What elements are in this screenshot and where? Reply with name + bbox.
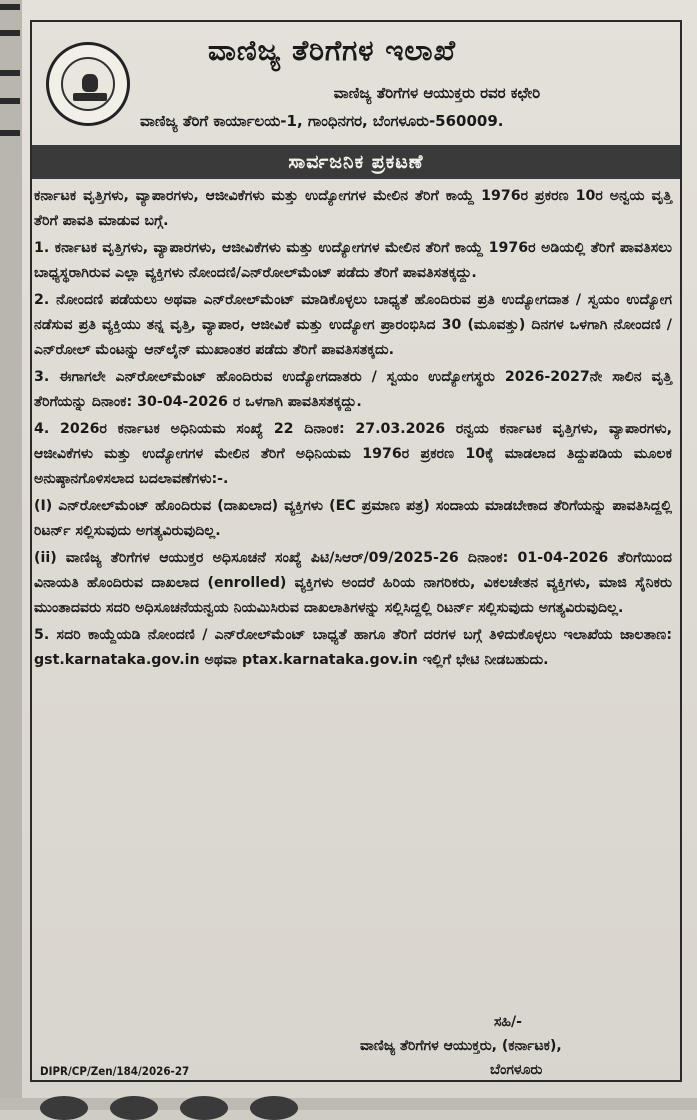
signature-label: ಸಹಿ/- — [494, 1014, 522, 1030]
notice-point-1: 1. ಕರ್ನಾಟಕ ವೃತ್ತಿಗಳು, ವ್ಯಾಪಾರಗಳು, ಆಜೀವಿಕೆಗಳು ಮತ್ತು ಉದ್ಯೋಗಗಳ ಮೇಲಿನ ತೆರಿಗೆ ಕಾಯ್ದೆ 1976ರ ಅಡಿಯಲ್ಲಿ ತೆರಿಗೆ ಪಾವತಿಸಲು ಬಾಧ್ಯಸ್ಥರಾಗಿರುವ ಎಲ್ಲಾ ವ್ಯಕ್ತಿಗಳು ನೋಂದಣಿ/ಎನ್‌ರೋಲ್‌ಮೆಂಟ್ ಪಡೆದು ತೆರಿಗೆ ಪಾವತಿಸತಕ್ಕದ್ದು. — [34, 240, 672, 281]
office-name: ವಾಣಿಜ್ಯ ತೆರಿಗೆಗಳ ಆಯುಕ್ತರು ರವರ ಕಛೇರಿ — [333, 84, 541, 102]
notice-banner: ಸಾರ್ವಜನಿಕ ಪ್ರಕಟಣೆ — [32, 145, 680, 179]
dipr-reference: DIPR/CP/Zen/184/2026-27 — [40, 1064, 190, 1078]
notice-point-5: 5. ಸದರಿ ಕಾಯ್ದೆಯಡಿ ನೋಂದಣಿ / ಎನ್‌ರೋಲ್‌ಮೆಂಟ್ ಬಾಧ್ಯತೆ ಹಾಗೂ ತೆರಿಗೆ ದರಗಳ ಬಗ್ಗೆ ತಿಳಿದುಕೊಳ್ಳಲು ಇಲಾಖೆಯ ಜಾಲತಾಣ: gst.karnataka.gov.in ಅಥವಾ ptax.karnataka.gov.in ಇಲ್ಲಿಗೆ ಭೇಟಿ ನೀಡಬಹುದು. — [34, 627, 672, 668]
notice-point-3: 3. ಈಗಾಗಲೇ ಎನ್‌ರೋಲ್‌ಮೆಂಟ್ ಹೊಂದಿರುವ ಉದ್ಯೋಗದಾತರು / ಸ್ವಯಂ ಉದ್ಯೋಗಸ್ಥರು 2026-2027ನೇ ಸಾಲಿನ ವೃತ್ತಿ ತೆರಿಗೆಯನ್ನು ದಿನಾಂಕ: 30-04-2026 ರ ಒಳಗಾಗಿ ಪಾವತಿಸತಕ್ಕದ್ದು. — [34, 369, 672, 410]
karnataka-emblem-icon — [46, 42, 130, 126]
bottom-edge — [0, 1098, 697, 1110]
notice-point-4: 4. 2026ರ ಕರ್ನಾಟಕ ಅಧಿನಿಯಮ ಸಂಖ್ಯೆ 22 ದಿನಾಂಕ: 27.03.2026 ರನ್ವಯ ಕರ್ನಾಟಕ ವೃತ್ತಿಗಳು, ವ್ಯಾಪಾರಗಳು, ಆಜೀವಿಕೆಗಳು ಮತ್ತು ಉದ್ಯೋಗಗಳ ಮೇಲಿನ ತೆರಿಗೆ ಅಧಿನಿಯಮ 1976ರ ಪ್ರಕರಣ 10ಕ್ಕೆ ಮಾಡಲಾದ ತಿದ್ದುಪಡಿಯ ಮೂಲಕ ಅನುಷ್ಠಾನಗೊಳಿಸಲಾದ ಬದಲಾವಣೆಗಳು:-. — [34, 421, 672, 487]
adjacent-column-edge — [0, 0, 22, 1110]
notice-intro: ಕರ್ನಾಟಕ ವೃತ್ತಿಗಳು, ವ್ಯಾಪಾರಗಳು, ಆಜೀವಿಕೆಗಳು ಮತ್ತು ಉದ್ಯೋಗಗಳ ಮೇಲಿನ ತೆರಿಗೆ ಕಾಯ್ದೆ 1976ರ ಪ್ರಕರಣ 10ರ ಅನ್ವಯ ವೃತ್ತಿ ತೆರಿಗೆ ಪಾವತಿ ಮಾಡುವ ಬಗ್ಗೆ. — [34, 188, 672, 229]
notice-point-2: 2. ನೋಂದಣಿ ಪಡೆಯಲು ಅಥವಾ ಎನ್‌ರೋಲ್‌ಮೆಂಟ್ ಮಾಡಿಕೊಳ್ಳಲು ಬಾಧ್ಯತೆ ಹೊಂದಿರುವ ಪ್ರತಿ ಉದ್ಯೋಗದಾತ / ಸ್ವಯಂ ಉದ್ಯೋಗ ನಡೆಸುವ ಪ್ರತಿ ವ್ಯಕ್ತಿಯು ತನ್ನ ವೃತ್ತಿ, ವ್ಯಾಪಾರ, ಆಜೀವಿಕೆ ಮತ್ತು ಉದ್ಯೋಗ ಪ್ರಾರಂಭಿಸಿದ 30 (ಮೂವತ್ತು) ದಿನಗಳ ಒಳಗಾಗಿ ನೋಂದಣಿ / ಎನ್‌ರೋಲ್ ಮೆಂಟನ್ನು ಆನ್‌ಲೈನ್ ಮುಖಾಂತರ ಪಡೆದು ತೆರಿಗೆ ಪಾವತಿಸತಕ್ಕದು. — [34, 292, 672, 358]
notice-header — [32, 22, 680, 144]
notice-point-4-ii: (ii) ವಾಣಿಜ್ಯ ತೆರಿಗೆಗಳ ಆಯುಕ್ತರ ಅಧಿಸೂಚನೆ ಸಂಖ್ಯೆ ಪಿಟಿ/ಸಿಆರ್/09/2025-26 ದಿನಾಂಕ: 01-04-2026 ತೆರಿಗೆಯಿಂದ ವಿನಾಯತಿ ಹೊಂದಿರುವ ದಾಖಲಾದ (enrolled) ವ್ಯಕ್ತಿಗಳು ಅಂದರೆ ಹಿರಿಯ ನಾಗರಿಕರು, ವಿಕಲಚೇತನ ವ್ಯಕ್ತಿಗಳು, ಮಾಜಿ ಸೈನಿಕರು ಮುಂತಾದವರು ಸದರಿ ಅಧಿಸೂಚನೆಯನ್ವಯ ನಿಯಮಿಸಿರುವ ದಾಖಲಾತಿಗಳನ್ನು ಸಲ್ಲಿಸಿದ್ದಲ್ಲಿ ರಿಟರ್ನ್ ಸಲ್ಲಿಸುವುದು ಅಗತ್ಯವಿರುವುದಿಲ್ಲ. — [34, 550, 672, 616]
notice-point-4-i: (I) ಎನ್‌ರೋಲ್‌ಮೆಂಟ್ ಹೊಂದಿರುವ (ದಾಖಲಾದ) ವ್ಯಕ್ತಿಗಳು (EC ಪ್ರಮಾಣ ಪತ್ರ) ಸಂದಾಯ ಮಾಡಬೇಕಾದ ತೆರಿಗೆಯನ್ನು ಪಾವತಿಸಿದ್ದಲ್ಲಿ ರಿಟರ್ನ್ ಸಲ್ಲಿಸುವುದು ಅಗತ್ಯವಿರುವುದಿಲ್ಲ. — [34, 498, 672, 539]
signatory-designation: ವಾಣಿಜ್ಯ ತೆರಿಗೆಗಳ ಆಯುಕ್ತರು, (ಕರ್ನಾಟಕ), — [360, 1038, 562, 1054]
signatory-place: ಬೆಂಗಳೂರು — [490, 1062, 543, 1078]
office-address: ವಾಣಿಜ್ಯ ತೆರಿಗೆ ಕಾರ್ಯಾಲಯ-1, ಗಾಂಧಿನಗರ, ಬೆಂಗಳೂರು-560009. — [140, 112, 504, 130]
department-title: ವಾಣಿಜ್ಯ ತೆರಿಗೆಗಳ ಇಲಾಖೆ — [208, 34, 456, 67]
signature-block — [360, 1010, 680, 1082]
notice-body — [34, 184, 672, 675]
